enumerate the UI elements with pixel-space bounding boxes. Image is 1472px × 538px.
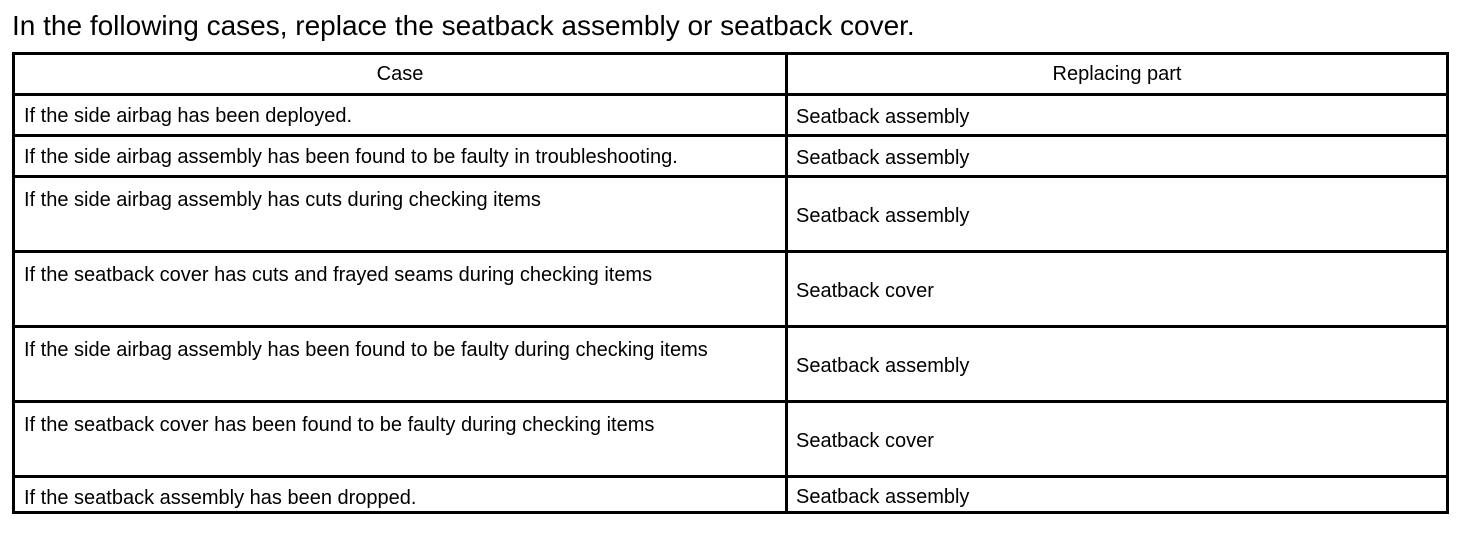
part-text: Seatback assembly	[796, 106, 970, 128]
case-text: If the seatback assembly has been dropped.	[24, 487, 417, 509]
part-cell	[787, 327, 1448, 402]
table-row	[14, 252, 1448, 327]
case-text: If the side airbag assembly has cuts during checking items	[24, 189, 541, 211]
part-text: Seatback assembly	[796, 147, 970, 169]
case-text: If the seatback cover has cuts and frayed seams during checking items	[24, 264, 653, 286]
part-text: Seatback cover	[796, 430, 934, 452]
page-title: In the following cases, replace the seatback assembly or seatback cover.	[12, 10, 915, 41]
column-header-case: Case	[14, 54, 787, 95]
case-cell	[14, 177, 787, 252]
part-text: Seatback assembly	[796, 205, 970, 227]
part-cell	[787, 252, 1448, 327]
table-row	[14, 327, 1448, 402]
case-cell	[14, 136, 787, 177]
replacement-table-container	[12, 52, 1446, 514]
case-text: If the side airbag has been deployed.	[24, 105, 353, 127]
table-header-row	[14, 54, 1448, 95]
table-row	[14, 177, 1448, 252]
table-row	[14, 402, 1448, 477]
part-cell	[787, 477, 1448, 513]
table-row	[14, 477, 1448, 513]
part-cell	[787, 95, 1448, 136]
part-text: Seatback assembly	[796, 355, 970, 377]
replacement-table	[12, 52, 1449, 514]
case-cell	[14, 402, 787, 477]
case-cell	[14, 477, 787, 513]
part-cell	[787, 136, 1448, 177]
part-text: Seatback cover	[796, 280, 934, 302]
part-cell	[787, 177, 1448, 252]
case-text: If the seatback cover has been found to be faulty during checking items	[24, 414, 655, 436]
case-text: If the side airbag assembly has been found to be faulty during checking items	[24, 339, 708, 361]
table-row	[14, 95, 1448, 136]
column-header-replacing-part: Replacing part	[787, 54, 1448, 95]
case-cell	[14, 95, 787, 136]
part-cell	[787, 402, 1448, 477]
case-cell	[14, 252, 787, 327]
case-cell	[14, 327, 787, 402]
table-row	[14, 136, 1448, 177]
case-text: If the side airbag assembly has been found to be faulty in troubleshooting.	[24, 146, 678, 168]
part-text: Seatback assembly	[796, 485, 970, 508]
